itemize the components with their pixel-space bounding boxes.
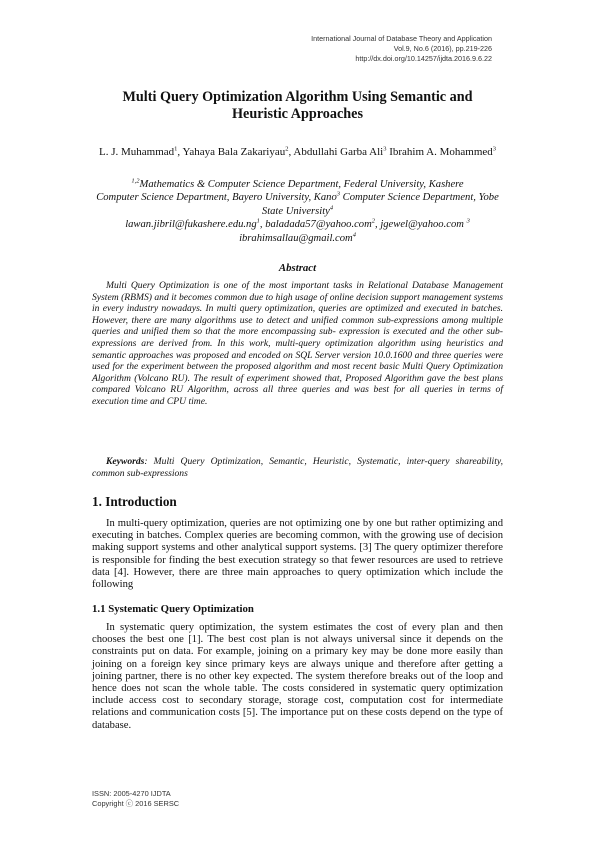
author-list xyxy=(95,145,500,160)
journal-name: International Journal of Database Theory and Application xyxy=(311,34,492,43)
paper-title: Multi Query Optimization Algorithm Using Semantic and Heuristic Approaches xyxy=(122,89,473,122)
emails: $lawan.jibril@fukashere.edu.ng^1$, baladada57@yahoo.com$^2$, jgewel@yahoo.com $^3$ ibrahimsallau@gmail.com$^4$ xyxy=(125,217,470,244)
systematic-paragraph: In systematic query optimization, the system estimates the cost of every plan and then chooses the best one [1]. The best cost plan is not always universal since it depends on the constraints put on data. For example, joining on a primary key may be done more easily than joining on a foreign key since primary keys are always unique and therefore after getting a joining partner, there is no other key expected. The system therefore breaks out of the loop and hence does not scan the whole table. The costs considered in systematic query optimization include access cost to secondary storage, storage cost, computation cost for intermediate relations and communication costs [5]. The importance put on these costs depend on the type of database. xyxy=(92,622,503,731)
journal-volume: Vol.9, No.6 (2016), pp.219-226 xyxy=(393,44,492,53)
subsection-heading-systematic: 1.1 Systematic Query Optimization xyxy=(92,603,254,615)
affiliation-1: $^{1,2}$Mathematics & Computer Science Department, Federal University, Kashere xyxy=(131,177,464,190)
journal-header xyxy=(192,34,492,64)
author-4: Ibrahim A. Mohammed xyxy=(389,146,493,158)
footer-copyright: Copyright ⓒ 2016 SERSC xyxy=(92,799,180,808)
email-1: lawan.jibril@fukashere.edu.ng xyxy=(125,219,257,231)
author-2-sup: 2 xyxy=(285,145,289,153)
author-4-sup: 3 xyxy=(492,145,497,153)
author-sep: , xyxy=(177,146,183,158)
footer-issn: ISSN: 2005-4270 IJDTA xyxy=(92,789,171,798)
section-heading-introduction: 1. Introduction xyxy=(92,494,177,509)
author-1-sup: 1 xyxy=(174,145,178,153)
journal-doi: http://dx.doi.org/10.14257/ijdta.2016.9.6.22 xyxy=(355,54,492,63)
email-4: ibrahimsallau@gmail.com xyxy=(239,232,353,244)
affiliations xyxy=(95,178,500,245)
keywords xyxy=(92,456,503,479)
affiliation-2: Computer Science Department, Bayero University, Kano$^3$ Computer Science Department, Yobe State University$^4$ xyxy=(96,190,499,217)
affiliation-sup: 4 xyxy=(329,204,334,212)
abstract-text xyxy=(92,280,503,408)
introduction-paragraph: In multi-query optimization, queries are not optimizing one by one but rather optimizing and executing in batches. Complex queries are becoming common, with the growing use of decision making support systems and other analytical support systems. [3] The query optimizer therefore is responsible for finding the best execution strategy so that fewer resources are used to retrieve data [4]. However, there are three main approaches to query optimization which include the following xyxy=(92,518,503,591)
author-sep: , xyxy=(288,146,294,158)
email-3: , jgewel@yahoo.com xyxy=(375,219,464,231)
abstract-heading: Abstract xyxy=(278,262,317,274)
keywords-label: Keywords xyxy=(106,456,145,467)
page-footer xyxy=(92,789,179,809)
author-3-sup: 3 xyxy=(383,145,387,153)
abstract-paragraph: Multi Query Optimization is one of the most important tasks in Relational Database Management System (RBMS) and it becomes common due to high usage of online decision support management systems in every industry nowadays. In multi query optimization, queries are optimized and executed in batches. However, there are many algorithms use to detect and unified common sub-expressions among multiple queries and unified them so that the more encompassing sub- expression is executed and the other sub-expressions are derived from. In this work, multi-query optimization algorithm using heuristics and semantic approaches was proposed and encoded on SQL Server version 10.0.1600 and three queries were used for the experiment between the proposed algorithm and most recent basic Multi Query Optimization Algorithm (Volcano RU). The result of experiment showed that, Proposed Algorithm gave the best plans compared Volcano RU Algorithm, across all three queries and was best for all queries in terms of execution time and CPU time. xyxy=(92,280,503,407)
keywords-text: : Multi Query Optimization, Semantic, Heuristic, Systematic, inter-query shareability, common sub-expressions xyxy=(92,456,503,479)
affiliation-sup: 3 xyxy=(336,190,340,198)
author-1: L. J. Muhammad xyxy=(98,146,175,158)
author-3: Abdullahi Garba Ali xyxy=(293,146,384,158)
email-2: , baladada57@yahoo.com xyxy=(259,219,372,231)
author-2: Yahaya Bala Zakariyau xyxy=(182,146,286,158)
affiliation-sup: 1,2 xyxy=(131,177,140,185)
